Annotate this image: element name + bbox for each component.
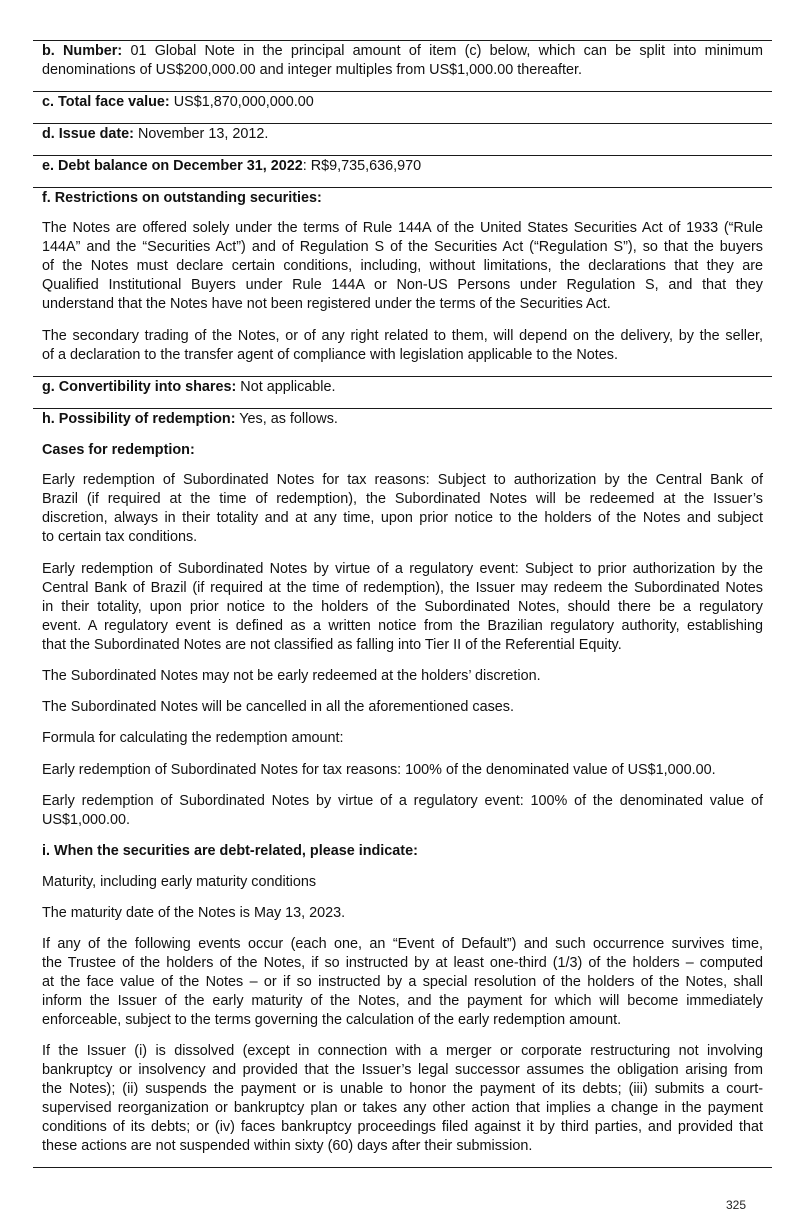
cases-label: Cases for redemption: [42,442,195,458]
item-h-value: Yes, as follows. [235,411,338,427]
text-line: of the Notes must declare certain conditions, including, without limitations, the declarations that they are [42,258,763,274]
section-divider [33,187,772,188]
item-d-issue-date [42,125,763,144]
text-line: If the Issuer (i) is dissolved (except in connection with a merger or corporate restructuring not involving [42,1043,763,1059]
item-f-heading [42,189,763,208]
event-of-default-paragraph [42,935,763,1030]
text-line: the Trustee of the holders of the Notes, if so instructed by at least one-third (1/3) of the holders – computed [42,955,763,971]
text-line: Early redemption of Subordinated Notes for tax reasons: 100% of the denominated value of US$1,000.00. [42,762,716,778]
item-b-line: 01 Global Note in the principal amount of item (c) below, which can be split into minimum [122,43,764,59]
text-line: If any of the following events occur (each one, an “Event of Default”) and such occurrence survives time, [42,936,763,952]
item-g-label: g. Convertibility into shares: [42,379,237,395]
text-line: The maturity date of the Notes is May 13, 2023. [42,905,346,921]
text-line: to certain tax conditions. [42,529,198,545]
section-divider [33,155,772,156]
item-e-debt-balance [42,157,763,176]
item-b-number [42,42,763,80]
text-line: bankruptcy or insolvency and provided that the Issuer’s legal successor assumes the obligation arising from [42,1062,763,1078]
item-b-line: denominations of US$200,000.00 and integer multiples from US$1,000.00 thereafter. [42,62,582,78]
item-i-label: i. When the securities are debt-related, please indicate: [42,843,418,859]
text-line: discretion, always in their totality and at any time, upon prior notice to the holders of the Notes and subject [42,510,763,526]
text-line: these actions are not suspended within sixty (60) days after their submission. [42,1138,533,1154]
item-e-value: : R$9,735,636,970 [302,158,422,174]
text-line: Early redemption of Subordinated Notes by virtue of a regulatory event: Subject to prior authorization by the [42,561,763,577]
text-line: Brazil (if required at the time of redemption), the Subordinated Notes will be redeemed at the Issuer’s [42,491,763,507]
item-d-value: November 13, 2012. [133,126,269,142]
item-c-label: c. Total face value: [42,94,170,110]
section-divider [33,408,772,409]
text-line: conditions of its debts; or (iv) faces bankruptcy proceedings filed against it by third parties, and provided that [42,1119,763,1135]
regulatory-redemption-paragraph [42,560,763,655]
item-g-value: Not applicable. [236,379,336,395]
text-line: The Subordinated Notes will be cancelled in all the aforementioned cases. [42,699,514,715]
item-c-value: US$1,870,000,000.00 [169,94,314,110]
text-line: at the face value of the Notes – or if so instructed by a special resolution of the holders of the Notes, shall [42,974,763,990]
formula-heading [42,729,763,748]
item-b-label: b. Number: [42,43,123,59]
text-line: Maturity, including early maturity conditions [42,874,317,890]
text-line: Early redemption of Subordinated Notes for tax reasons: Subject to authorization by the Central Bank of [42,472,763,488]
text-line: US$1,000.00. [42,812,131,828]
section-divider [33,91,772,92]
text-line: understand that the Notes have not been registered under the terms of the Securities Act. [42,296,611,312]
item-d-label: d. Issue date: [42,126,134,142]
tax-redemption-paragraph [42,471,763,547]
formula-tax-paragraph [42,761,763,780]
item-f-paragraph-1 [42,219,763,314]
item-c-total-face-value [42,93,763,112]
text-line: 144A” and the “Securities Act”) and of Regulation S of the Securities Act (“Regulation S”), so that the buyers [42,239,763,255]
formula-regulatory-paragraph [42,792,763,830]
section-divider [33,123,772,124]
text-line: Central Bank of Brazil (if required at the time of redemption), the Issuer may redeem the Subordinated Notes [42,580,763,596]
text-line: supervised reorganization or bankruptcy plan or takes any other action that implies a change in the payment [42,1100,763,1116]
text-line: in their totality, upon prior notice to the holders of the Subordinated Notes, should there be a regulatory [42,599,763,615]
text-line: Formula for calculating the redemption amount: [42,730,344,746]
holders-discretion-paragraph [42,667,763,686]
section-divider [33,376,772,377]
page-number: 325 [726,1198,747,1212]
text-line: that the Subordinated Notes are not classified as falling into Tier II of the Referential Equity. [42,637,622,653]
item-h-label: h. Possibility of redemption: [42,411,236,427]
item-f-label: f. Restrictions on outstanding securities: [42,190,322,206]
text-line: the Notes); (ii) suspends the payment or is unable to honor the payment of its debts; (iii) submits a court- [42,1081,763,1097]
item-g-convertibility [42,378,763,397]
text-line: The Subordinated Notes may not be early redeemed at the holders’ discretion. [42,668,541,684]
text-line: inform the Issuer of the early maturity of the Notes, and the payment for which will become immediately [42,993,763,1009]
cases-for-redemption-heading [42,441,763,460]
text-line: The secondary trading of the Notes, or of any right related to them, will depend on the delivery, by the seller, [42,328,763,344]
item-i-heading [42,842,763,861]
section-divider [33,1167,772,1168]
text-line: event. A regulatory event is defined as a written notice from the Brazilian regulatory authority, establishing [42,618,763,634]
item-h-redemption [42,410,763,429]
item-e-label: e. Debt balance on December 31, 2022 [42,158,303,174]
text-line: enforceable, subject to the terms governing the calculation of the early redemption amount. [42,1012,622,1028]
text-line: Qualified Institutional Buyers under Rule 144A or Non-US Persons under Regulation S, and that they [42,277,763,293]
maturity-date-paragraph [42,904,763,923]
section-divider [33,40,772,41]
item-f-paragraph-2 [42,327,763,365]
text-line: Early redemption of Subordinated Notes by virtue of a regulatory event: 100% of the denominated value of [42,793,763,809]
text-line: of a declaration to the transfer agent of compliance with legislation applicable to the Notes. [42,347,618,363]
maturity-label-paragraph [42,873,763,892]
cancellation-paragraph [42,698,763,717]
text-line: The Notes are offered solely under the terms of Rule 144A of the United States Securities Act of 1933 (“Rule [42,220,763,236]
issuer-dissolution-paragraph [42,1042,763,1156]
